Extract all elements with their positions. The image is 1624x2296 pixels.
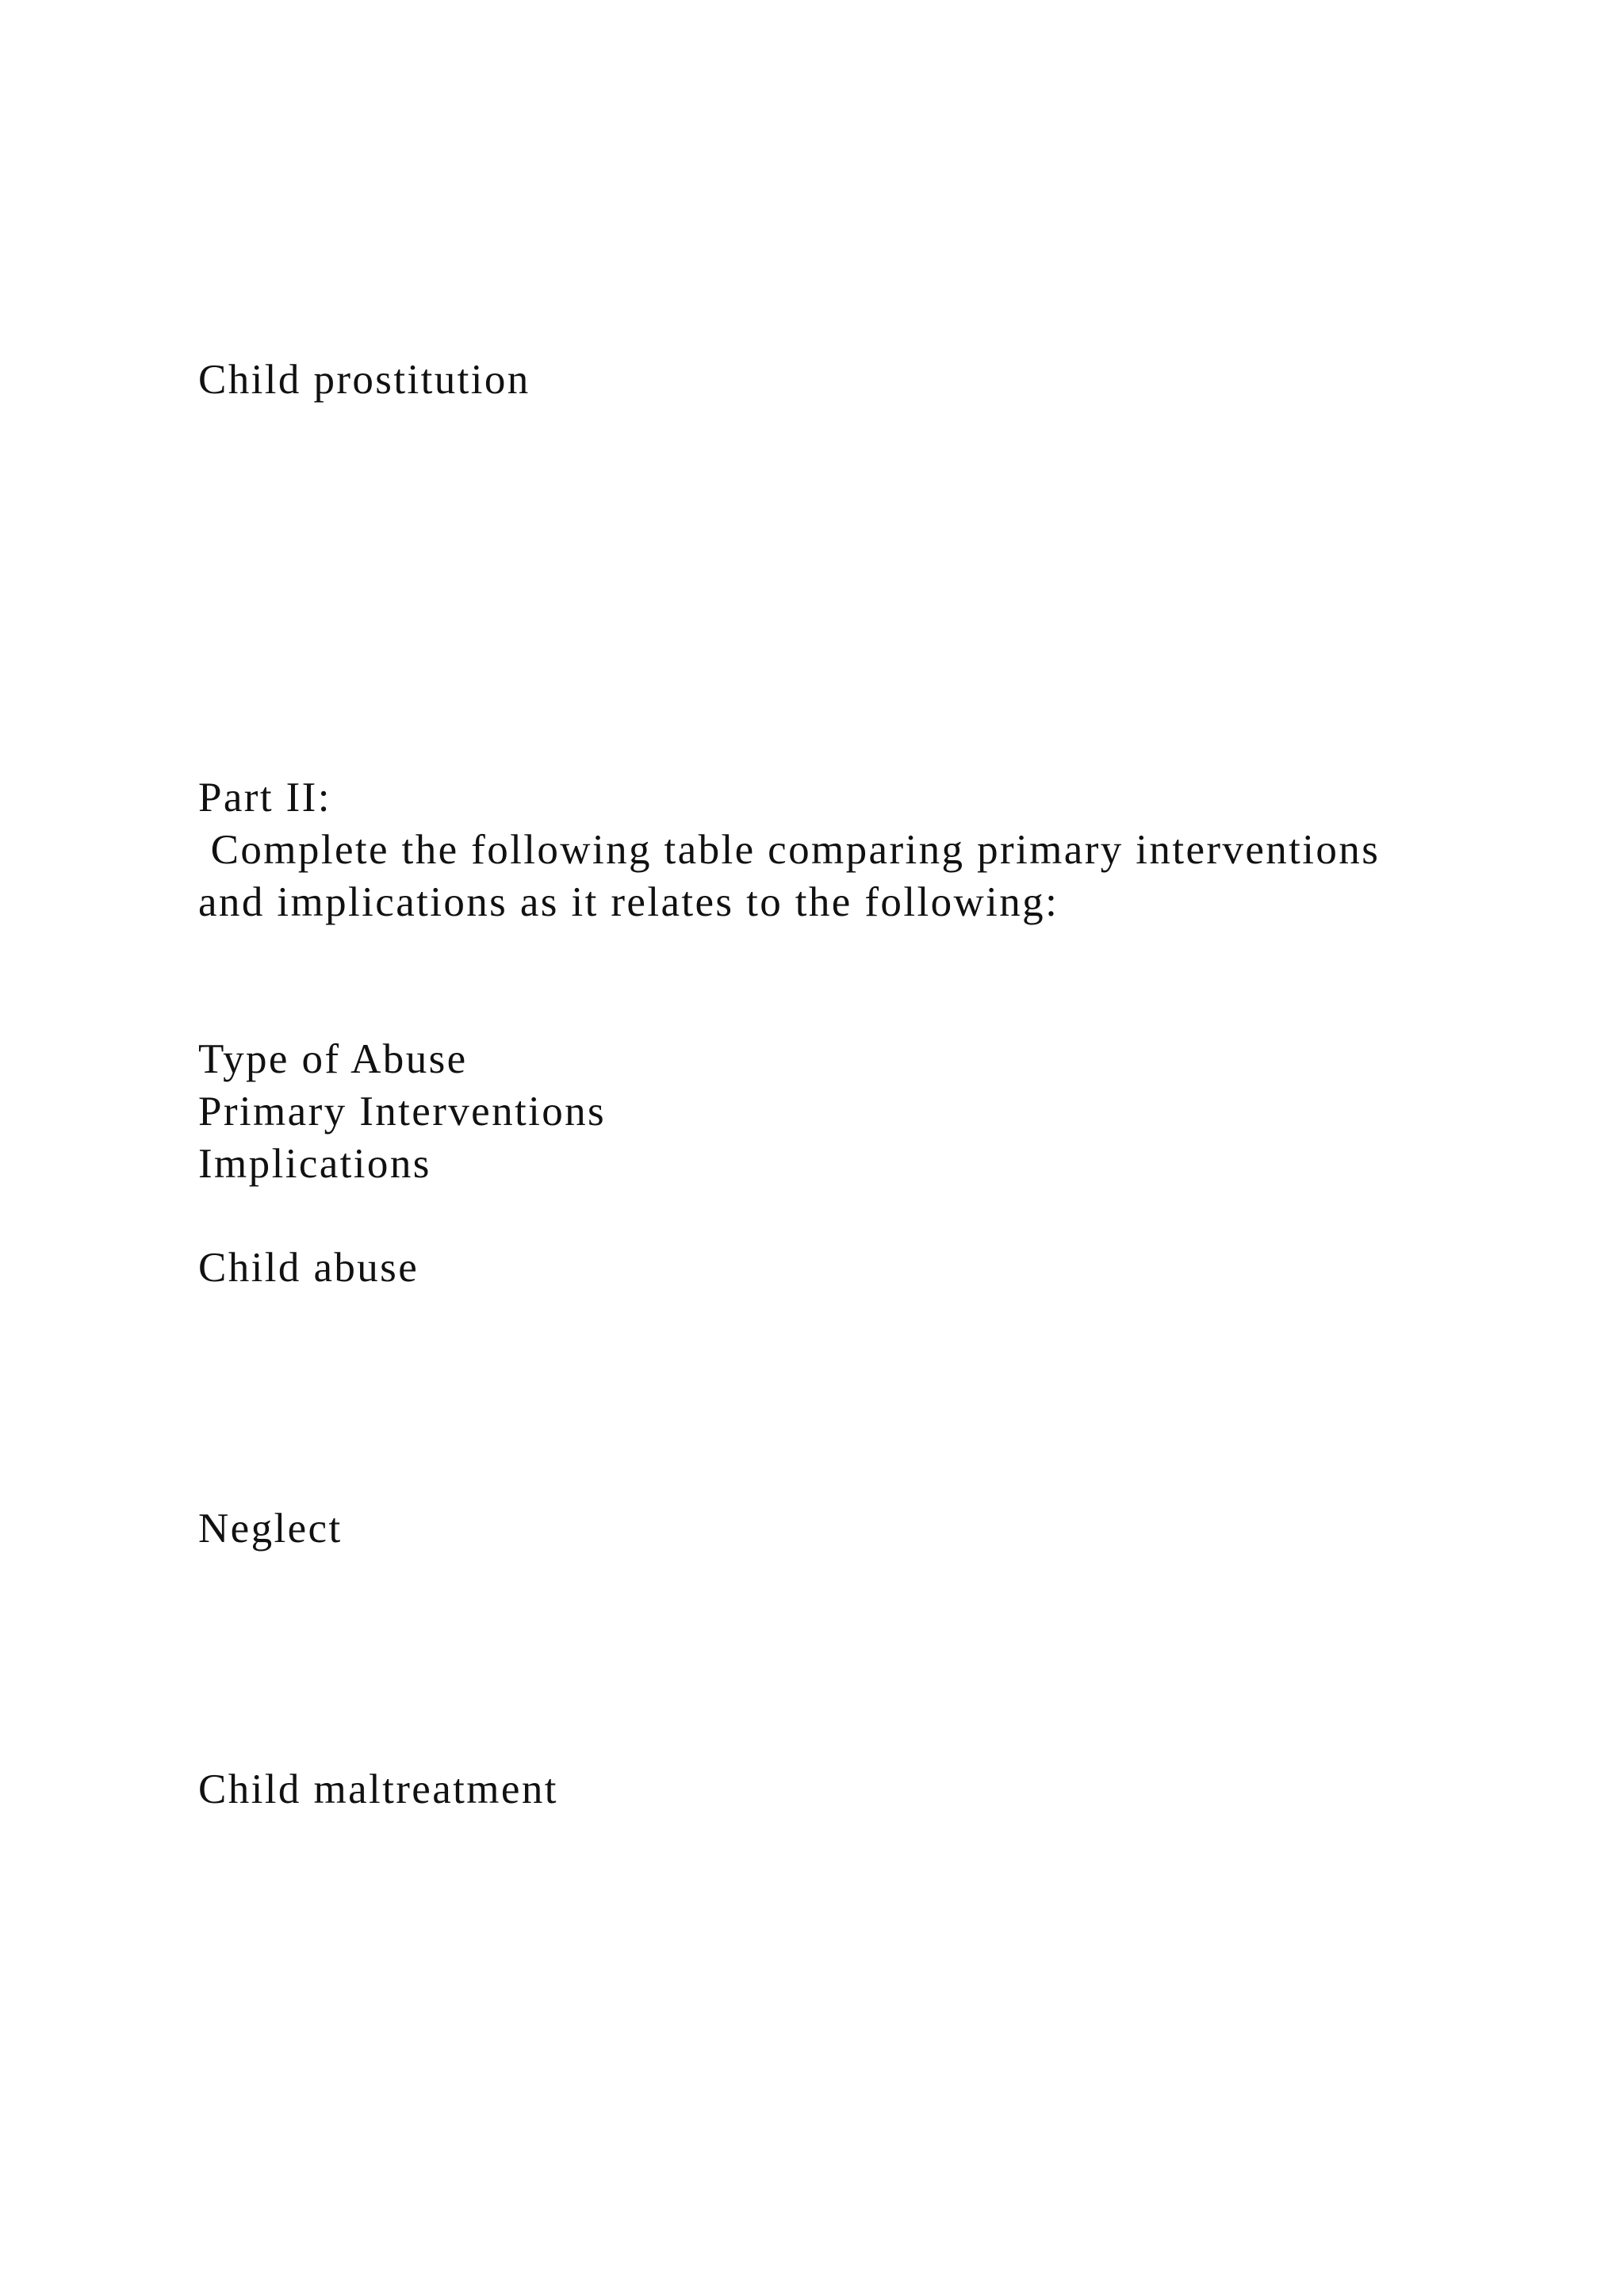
table-row-neglect: Neglect <box>198 1506 343 1552</box>
table-header-primary-interventions: Primary Interventions <box>198 1089 607 1135</box>
instruction-line-2: and implications as it relates to the following: <box>198 879 1059 925</box>
table-row-child-abuse: Child abuse <box>198 1245 419 1291</box>
list-item-child-prostitution: Child prostitution <box>198 357 530 403</box>
table-row-child-maltreatment: Child maltreatment <box>198 1766 558 1812</box>
table-header-implications: Implications <box>198 1141 431 1187</box>
part-heading: Part II: <box>198 775 331 821</box>
instruction-line-1: Complete the following table comparing primary interventions <box>198 827 1381 873</box>
table-header-type-of-abuse: Type of Abuse <box>198 1036 468 1082</box>
